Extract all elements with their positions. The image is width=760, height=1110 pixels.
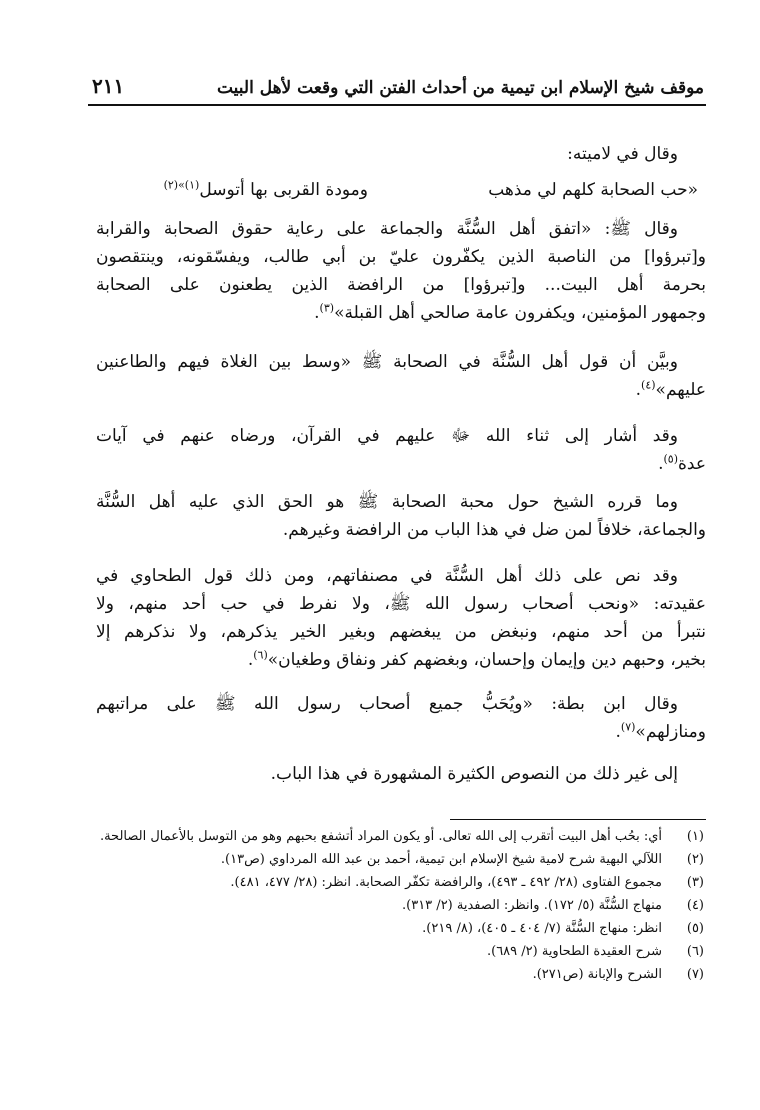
footnote-item (92, 825, 704, 848)
text-line (96, 646, 706, 674)
text-line: إلى غير ذلك من النصوص الكثيرة المشهورة في هذا الباب. (270, 764, 678, 784)
line-end: . (247, 650, 254, 670)
footnote-ref: (٤) (641, 378, 656, 392)
footnote-item (92, 871, 704, 894)
paragraph-2 (96, 348, 706, 404)
line-text: عدة (678, 454, 706, 474)
text-line: وقد نص على ذلك أهل السُّنَّة في مصنفاتهم، ومن ذلك قول الطحاوي في (96, 566, 678, 586)
text-line (96, 450, 706, 478)
verse-hemistich-second (164, 176, 368, 204)
line-end: . (658, 454, 664, 474)
footnote-number: (٧) (686, 967, 704, 982)
footnote-item (92, 963, 704, 986)
line-text: ومنازلهم» (635, 722, 706, 742)
paragraph-3 (96, 422, 706, 478)
footnote-item (92, 894, 704, 917)
line-text: وجمهور المؤمنين، ويكفرون عامة صالحي أهل القبلة» (334, 303, 706, 323)
intro-paragraph (96, 140, 706, 168)
footnote-text: اللآلي البهية شرح لامية شيخ الإسلام ابن تيمية، أحمد بن عبد الله المرداوي (ص١٣). (220, 852, 662, 867)
paragraph-7 (96, 760, 706, 788)
footnote-text: منهاج السُّنَّة (٥/ ١٧٢). وانظر: الصفدية (٢/ ٣١٣). (402, 898, 662, 913)
line-text: عليهم» (655, 380, 706, 400)
footnote-number: (١) (686, 829, 704, 844)
verse-hemistich-text: ومودة القربى بها أتوسل (199, 180, 368, 200)
footnote-ref: (٦) (253, 648, 268, 662)
footnote-ref: (٧) (620, 720, 636, 734)
footnote-text: شرح العقيدة الطحاوية (٢/ ٦٨٩). (486, 944, 662, 959)
text-line (96, 376, 706, 404)
footnote-ref: (٥) (663, 452, 679, 466)
text-line: وقال ابن بطة: «ويُحَبُّ جميع أصحاب رسول الله ﷺ على مراتبهم (96, 694, 678, 714)
text-line: وما قرره الشيخ حول محبة الصحابة ﷺ هو الحق الذي عليه أهل السُّنَّة (96, 492, 678, 512)
line-end: . (635, 380, 642, 400)
running-header-title: موقف شيخ الإسلام ابن تيمية من أحداث الفتن التي وقعت لأهل البيت (216, 78, 704, 98)
footnote-number: (٣) (686, 875, 704, 890)
footnote-number: (٥) (686, 921, 704, 936)
paragraph-5 (96, 562, 706, 674)
footnote-ref: (٣) (319, 301, 335, 315)
line-text: بخير، وحبهم دين وإيمان وإحسان، وبغضهم كفر ونفاق وطغيان» (267, 650, 706, 670)
footnote-number: (٤) (686, 898, 704, 913)
text-line (96, 718, 706, 746)
line-end: . (314, 303, 320, 323)
footnote-item (92, 917, 704, 940)
text-line: وقال في لاميته: (567, 144, 678, 164)
text-line: وقال ﷺ: «اتفق أهل السُّنَّة والجماعة على رعاية حقوق الصحابة والقرابة (96, 219, 678, 239)
footnote-text: انظر: منهاج السُّنَّة (٧/ ٤٠٤ ـ ٤٠٥)، (٨/ ٢١٩). (422, 921, 662, 936)
footnote-text: مجموع الفتاوى (٢٨/ ٤٩٢ ـ ٤٩٣)، والرافضة تكفّر الصحابة. انظر: (٢٨/ ٤٧٧، ٤٨١). (230, 875, 662, 890)
footnote-item (92, 940, 704, 963)
footnote-item (92, 848, 704, 871)
text-line (96, 299, 706, 327)
page-number: ٢١١ (92, 74, 125, 98)
text-line: وقد أشار إلى ثناء الله ﷻ عليهم في القرآن، ورضاه عنهم في آيات (96, 426, 678, 446)
footnote-ref: (١)»(٢) (163, 178, 200, 192)
footnote-text: أي: بحُب أهل البيت أتقرب إلى الله تعالى. أو يكون المراد أتشفع بحبهم وهو من التوسل بالأعمال الصالحة. (99, 829, 662, 844)
header-rule (88, 104, 706, 106)
paragraph-6 (96, 690, 706, 746)
verse-hemistich-first: «حب الصحابة كلهم لي مذهب (488, 180, 698, 200)
text-line: والجماعة، خلافاً لمن ضل في هذا الباب من الرافضة وغيرهم. (282, 520, 706, 540)
footnote-number: (٢) (686, 852, 704, 867)
footnote-text: الشرح والإبانة (ص٢٧١). (532, 967, 662, 982)
paragraph-4 (96, 488, 706, 544)
text-line: و[تبرؤوا] من الناصبة الذين يكفّرون عليّ بن أبي طالب، ويفسّقونه، وينتقصون (96, 247, 706, 267)
footnote-number: (٦) (686, 944, 704, 959)
paragraph-1 (96, 215, 706, 327)
poem-verse (88, 176, 698, 204)
footnotes (92, 825, 704, 986)
text-line: وبيَّن أن قول أهل السُّنَّة في الصحابة ﷺ «وسط بين الغلاة فيهم والطاعنين (96, 352, 678, 372)
text-line: عقيدته: «ونحب أصحاب رسول الله ﷺ، ولا نفرط في حب أحد منهم، ولا (96, 594, 706, 614)
footnote-separator (450, 819, 706, 820)
text-line: بحرمة أهل البيت... و[تبرؤوا] من الرافضة الذين يطعنون على الصحابة (96, 275, 706, 295)
line-end: . (615, 722, 621, 742)
text-line: نتبرأ من أحد منهم، ونبغض من يبغضهم وبغير الخير يذكرهم، ولا نذكرهم إلا (96, 622, 706, 642)
